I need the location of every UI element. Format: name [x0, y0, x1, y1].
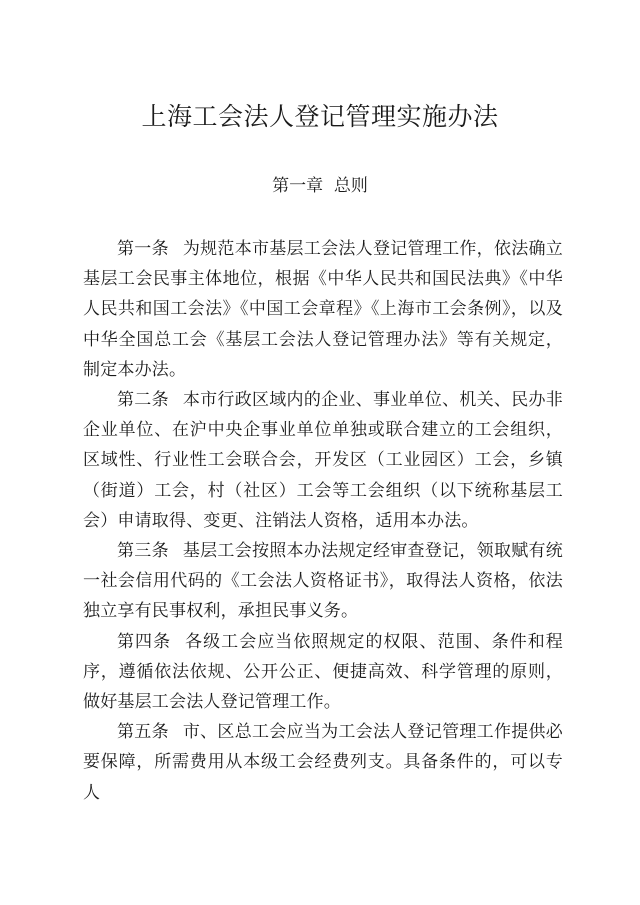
article-text: 各级工会应当依照规定的权限、范围、条件和程序，遵循依法依规、公开公正、便捷高效、科学管理的原则，做好基层工会法人登记管理工作。 [83, 631, 563, 713]
article-number: 第三条 [117, 541, 169, 562]
article-2 [83, 385, 563, 536]
article-5 [83, 717, 563, 808]
article-number: 第一条 [117, 239, 169, 259]
article-text: 为规范本市基层工会法人登记管理工作，依法确立基层工会民事主体地位，根据《中华人民共和国民法典》《中华人民共和国工会法》《中国工会章程》《上海市工会条例》，以及中华全国总工会《基层工会法人登记管理办法》等有关规定，制定本办法。 [83, 239, 563, 380]
article-text: 基层工会按照本办法规定经审查登记，领取赋有统一社会信用代码的《工会法人资格证书》，取得法人资格，依法独立享有民事权利，承担民事义务。 [83, 541, 563, 622]
article-4 [83, 627, 563, 718]
article-number: 第五条 [117, 722, 169, 743]
article-text: 本市行政区域内的企业、事业单位、机关、民办非企业单位、在沪中央企事业单位单独或联合建立的工会组织，区域性、行业性工会联合会，开发区（工业园区）工会，乡镇（街道）工会，村（社区）工会等工会组织（以下统称基层工会）申请取得、变更、注销法人资格，适用本办法。 [83, 390, 563, 531]
chapter-heading: 第一章 总则 [272, 176, 368, 196]
document-body [83, 234, 563, 808]
document-title: 上海工会法人登记管理实施办法 [141, 102, 499, 131]
article-3 [83, 536, 563, 627]
article-number: 第四条 [117, 631, 172, 652]
article-text: 市、区总工会应当为工会法人登记管理工作提供必要保障，所需费用从本级工会经费列支。具备条件的，可以专人 [83, 722, 563, 803]
article-1 [83, 234, 563, 385]
article-number: 第二条 [117, 390, 169, 411]
